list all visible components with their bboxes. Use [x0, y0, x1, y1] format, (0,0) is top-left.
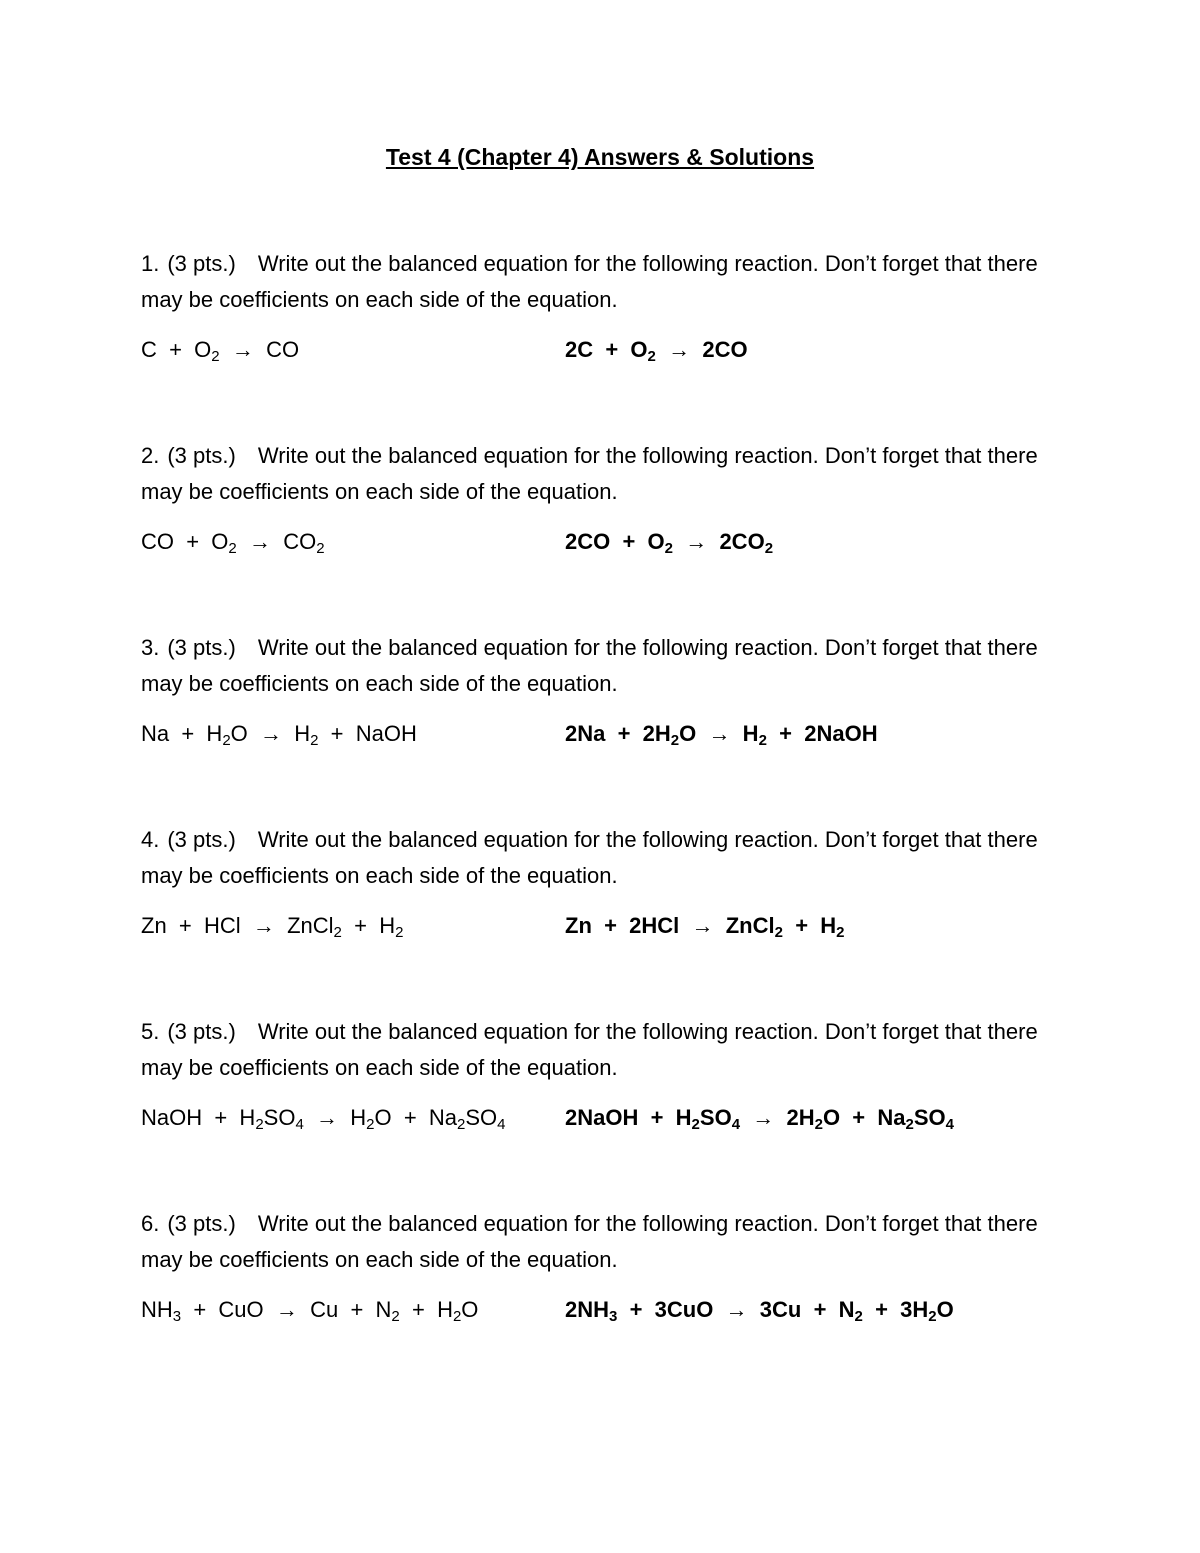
equation-row — [141, 1292, 1041, 1328]
question-points: (3 pts.) — [167, 251, 236, 276]
subscript: 2 — [647, 348, 656, 365]
question-number: 1. — [141, 251, 160, 276]
subscript: 2 — [211, 348, 220, 365]
equation-row — [141, 332, 1041, 368]
subscript: 2 — [854, 1308, 863, 1325]
equation-row — [141, 716, 1041, 752]
subscript: 4 — [945, 1116, 954, 1133]
subscript: 2 — [316, 540, 325, 557]
question-6 — [141, 1206, 1041, 1328]
question-prompt — [141, 630, 1041, 702]
question-4 — [141, 822, 1041, 944]
subscript: 2 — [366, 1116, 375, 1133]
equation-row — [141, 1100, 1041, 1136]
question-instruction: Write out the balanced equation for the following reaction. Don’t forget that there may be coefficients on each side of the equation. — [141, 827, 1038, 888]
subscript: 2 — [255, 1116, 264, 1133]
subscript: 2 — [452, 1308, 462, 1325]
question-instruction: Write out the balanced equation for the following reaction. Don’t forget that there may be coefficients on each side of the equation. — [141, 635, 1038, 696]
question-number: 2. — [141, 443, 160, 468]
balanced-equation: $2C + O_2 \to 2CO$ — [565, 337, 748, 365]
question-points: (3 pts.) — [167, 827, 236, 852]
question-2 — [141, 438, 1041, 560]
subscript: 2 — [928, 1308, 937, 1325]
subscript: 2 — [670, 732, 680, 749]
question-instruction: Write out the balanced equation for the following reaction. Don’t forget that there may be coefficients on each side of the equation. — [141, 251, 1038, 312]
subscript: 2 — [691, 1116, 700, 1133]
subscript: 2 — [228, 540, 237, 557]
balanced-equation: $2CO + O_2 \to 2CO_2$ — [565, 529, 774, 557]
question-prompt — [141, 1206, 1041, 1278]
given-equation: Zn + HCl → ZnCl$_2$ + $H_2$ — [141, 913, 404, 941]
subscript: 2 — [774, 924, 783, 941]
subscript: 4 — [497, 1116, 506, 1133]
question-points: (3 pts.) — [167, 1211, 236, 1236]
subscript: 2 — [764, 540, 774, 557]
given-equation: $NH_3$ + CuO → $Cu + N_2 + H_2O$ — [141, 1297, 479, 1325]
balanced-equation: $2NH_3 + 3CuO \to 3Cu + N_2 + 3H_2O$ — [565, 1297, 954, 1325]
subscript: 2 — [836, 924, 845, 941]
question-points: (3 pts.) — [167, 1019, 236, 1044]
subscript: 2 — [758, 732, 767, 749]
equation-row — [141, 908, 1041, 944]
question-3 — [141, 630, 1041, 752]
subscript: 4 — [295, 1116, 304, 1133]
question-number: 6. — [141, 1211, 160, 1236]
question-prompt — [141, 246, 1041, 318]
subscript: 3 — [609, 1308, 618, 1325]
balanced-equation: $2Na + 2H_2O \to H_2$ + 2NaOH — [565, 721, 878, 749]
given-equation: NaOH + $H_2SO_4 \to H_2O + Na_2SO_4$ — [141, 1105, 506, 1133]
question-points: (3 pts.) — [167, 635, 236, 660]
question-number: 5. — [141, 1019, 160, 1044]
subscript: 2 — [814, 1116, 823, 1133]
subscript: 2 — [391, 1308, 400, 1325]
question-prompt — [141, 1014, 1041, 1086]
subscript: 2 — [310, 732, 319, 749]
given-equation: $C + O_2$ → CO — [141, 337, 300, 365]
subscript: 2 — [333, 924, 342, 941]
subscript: 4 — [731, 1116, 741, 1133]
equation-row — [141, 524, 1041, 560]
question-instruction: Write out the balanced equation for the following reaction. Don’t forget that there may be coefficients on each side of the equation. — [141, 1211, 1038, 1272]
balanced-equation: Zn + 2HCl → ZnCl$_2$ + $H_2$ — [565, 913, 845, 941]
question-instruction: Write out the balanced equation for the following reaction. Don’t forget that there may be coefficients on each side of the equation. — [141, 443, 1038, 504]
subscript: 2 — [457, 1116, 466, 1133]
balanced-equation: 2NaOH + $H_2SO_4 \to 2H_2O + Na_2SO_4$ — [565, 1105, 954, 1133]
subscript: 3 — [172, 1308, 182, 1325]
question-number: 3. — [141, 635, 160, 660]
subscript: 2 — [905, 1116, 914, 1133]
question-1 — [141, 246, 1041, 368]
question-prompt — [141, 822, 1041, 894]
question-points: (3 pts.) — [167, 443, 236, 468]
question-number: 4. — [141, 827, 160, 852]
question-prompt — [141, 438, 1041, 510]
subscript: 2 — [664, 540, 673, 557]
question-instruction: Write out the balanced equation for the following reaction. Don’t forget that there may be coefficients on each side of the equation. — [141, 1019, 1038, 1080]
subscript: 2 — [395, 924, 404, 941]
question-5 — [141, 1014, 1041, 1136]
given-equation: $Na + H_2O \to H_2$ + NaOH — [141, 721, 417, 749]
subscript: 2 — [222, 732, 231, 749]
page-title: Test 4 (Chapter 4) Answers & Solutions — [385, 144, 815, 170]
given-equation: CO + $O_2 \to CO_2$ — [141, 529, 325, 557]
